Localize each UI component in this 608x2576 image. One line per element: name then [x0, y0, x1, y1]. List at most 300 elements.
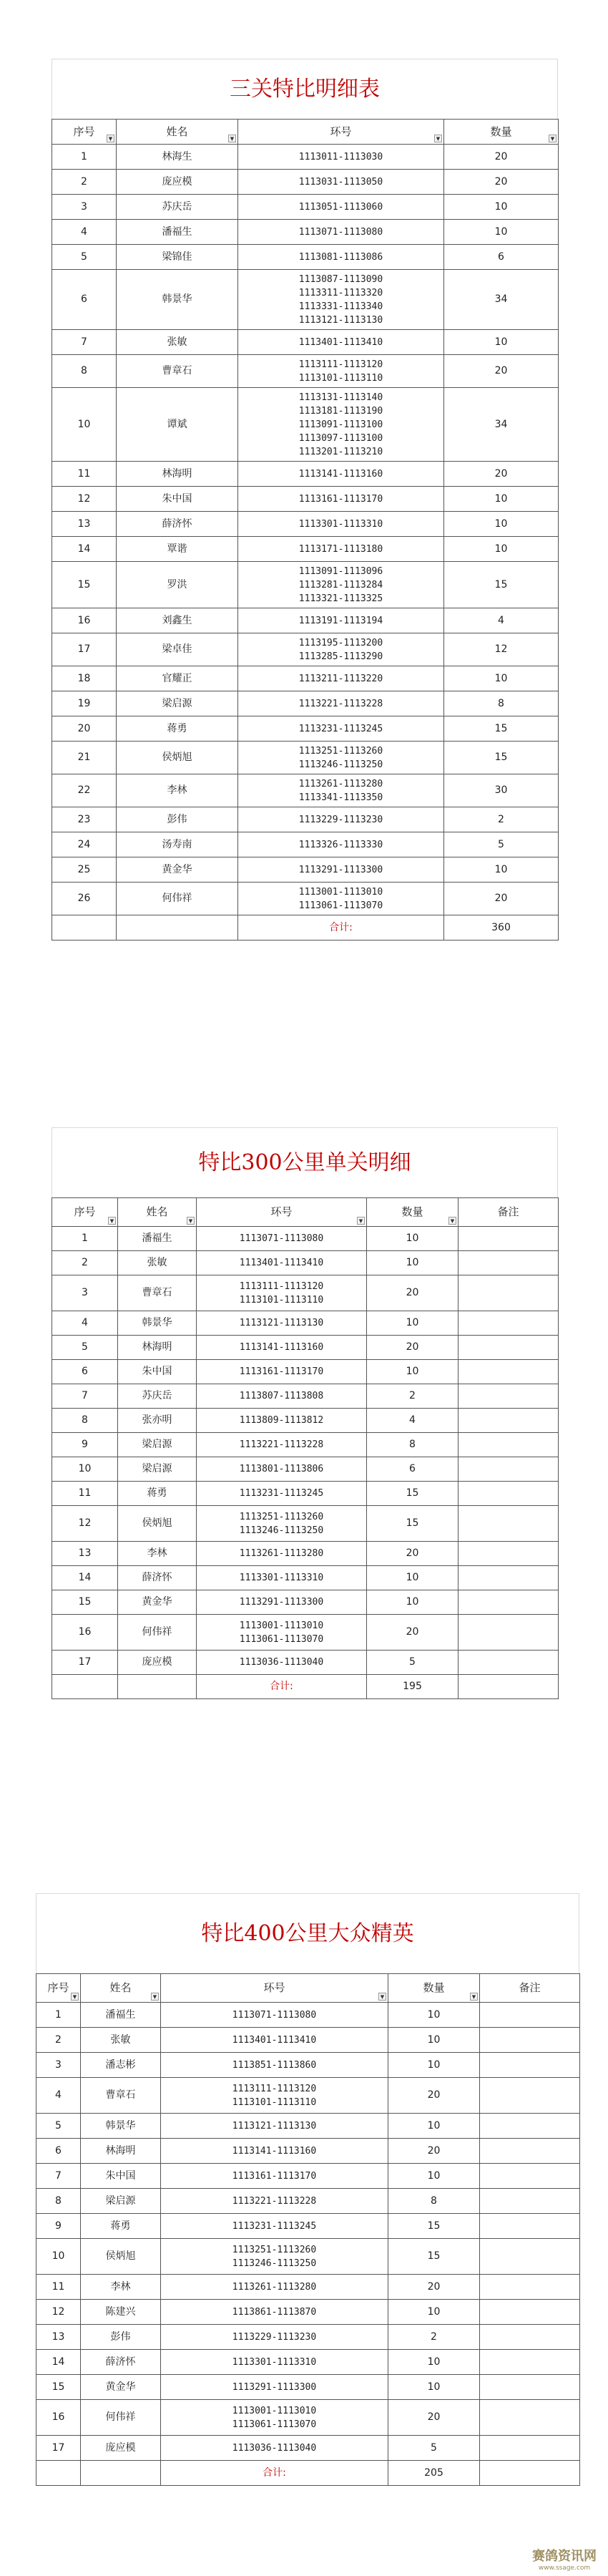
- cell-ring: [197, 1542, 367, 1566]
- cell-no: 2: [52, 170, 117, 195]
- cell-qty: 8: [388, 2189, 480, 2214]
- ring-range: 1113101-1113110: [298, 372, 383, 384]
- cell-name: 曹章石: [81, 2078, 161, 2114]
- cell-name: 庞应模: [117, 170, 238, 195]
- cell-name: 何伟祥: [118, 1615, 197, 1651]
- cell-name: 韩景华: [81, 2114, 161, 2139]
- cell-remark: [480, 2189, 580, 2214]
- table-row: [52, 608, 559, 633]
- cell-qty: 10: [444, 220, 559, 245]
- total-row: [52, 1675, 559, 1699]
- header-no[interactable]: 序号 ▼: [36, 1974, 81, 2003]
- ring-range: 1113061-1113070: [232, 2419, 317, 2430]
- cell-no: 15: [52, 1590, 118, 1615]
- cell-qty: 12: [444, 633, 559, 666]
- ring-range: 1113251-1113260: [298, 745, 383, 757]
- cell-ring: [161, 2436, 388, 2461]
- cell-ring: [197, 1590, 367, 1615]
- ring-range: 1113001-1113010: [239, 1620, 324, 1631]
- cell-no: 10: [36, 2239, 81, 2275]
- cell-qty: 10: [444, 512, 559, 537]
- table-row: [52, 1360, 559, 1384]
- cell-name: 曹章石: [118, 1275, 197, 1311]
- cell-no: 3: [36, 2053, 81, 2078]
- cell-no: 3: [52, 1275, 118, 1311]
- cell-name: 何伟祥: [81, 2400, 161, 2436]
- header-no[interactable]: 序号 ▼: [52, 1198, 118, 1227]
- cell-qty: 15: [388, 2239, 480, 2275]
- ring-range: 1113221-1113228: [232, 2195, 317, 2207]
- cell-qty: 8: [444, 691, 559, 716]
- cell-no: 14: [52, 1566, 118, 1590]
- table-row: [52, 666, 559, 691]
- cell-name: 朱中国: [117, 487, 238, 512]
- cell-no: 21: [52, 742, 117, 774]
- cell-no: 3: [52, 195, 117, 220]
- table-row: [52, 462, 559, 487]
- ring-range: 1113861-1113870: [232, 2306, 317, 2318]
- cell-qty: 10: [367, 1590, 459, 1615]
- table-row: [52, 1651, 559, 1675]
- total-row: [52, 915, 559, 941]
- ring-range: 1113031-1113050: [298, 176, 383, 188]
- table-row: [36, 2164, 580, 2189]
- cell-qty: 30: [444, 774, 559, 807]
- cell-qty: 20: [388, 2078, 480, 2114]
- sheet-title: 特比300公里单关明细: [52, 1127, 558, 1197]
- ring-range: 1113091-1113096: [298, 565, 383, 577]
- cell-name: 蒋勇: [81, 2214, 161, 2239]
- ring-range: 1113061-1113070: [239, 1633, 324, 1645]
- cell-name: 汤寿南: [117, 832, 238, 857]
- ring-range: 1113301-1113310: [232, 2356, 317, 2368]
- cell-remark: [480, 2139, 580, 2164]
- cell-qty: 5: [444, 832, 559, 857]
- table-row: [36, 2325, 580, 2350]
- table-row: [52, 883, 559, 915]
- header-name[interactable]: 姓名 ▼: [117, 120, 238, 145]
- cell-qty: 20: [444, 462, 559, 487]
- cell-ring: [197, 1360, 367, 1384]
- cell-no: 11: [36, 2275, 81, 2300]
- table-row: [36, 2189, 580, 2214]
- ring-range: 1113121-1113130: [232, 2120, 317, 2132]
- filter-dropdown-icon[interactable]: ▼: [228, 135, 236, 142]
- total-row: [36, 2461, 580, 2486]
- ring-range: 1113231-1113245: [239, 1488, 324, 1499]
- header-qty[interactable]: 数量 ▼: [444, 120, 559, 145]
- cell-remark: [459, 1482, 559, 1506]
- cell-no: 12: [36, 2300, 81, 2325]
- cell-name: 蒋勇: [118, 1482, 197, 1506]
- cell-name: 庞应模: [118, 1651, 197, 1675]
- cell-ring: [197, 1566, 367, 1590]
- cell-qty: 15: [367, 1482, 459, 1506]
- cell-qty: 8: [367, 1433, 459, 1457]
- cell-no: 7: [36, 2164, 81, 2189]
- cell-name: 彭伟: [117, 807, 238, 832]
- cell-ring: [161, 2164, 388, 2189]
- cell-ring: [161, 2325, 388, 2350]
- cell-ring: [238, 388, 444, 462]
- table-row: [36, 2028, 580, 2053]
- cell-remark: [480, 2164, 580, 2189]
- cell-remark: [480, 2028, 580, 2053]
- table-row: [36, 2436, 580, 2461]
- cell-name: 薛济怀: [117, 512, 238, 537]
- filter-dropdown-icon[interactable]: ▼: [71, 1993, 79, 2001]
- cell-ring: [238, 832, 444, 857]
- table-row: [52, 857, 559, 883]
- cell-name: 薛济怀: [81, 2350, 161, 2375]
- cell-qty: 20: [367, 1275, 459, 1311]
- cell-no: 8: [52, 355, 117, 388]
- ring-range: 1113011-1113030: [298, 151, 383, 162]
- cell-name: 何伟祥: [117, 883, 238, 915]
- cell-qty: 15: [444, 742, 559, 774]
- cell-name: 潘福生: [117, 220, 238, 245]
- table-row: [52, 355, 559, 388]
- ring-range: 1113221-1113228: [239, 1439, 324, 1450]
- cell-name: 侯炳旭: [118, 1506, 197, 1542]
- cell-no: 8: [36, 2189, 81, 2214]
- cell-ring: [197, 1251, 367, 1275]
- cell-ring: [238, 245, 444, 270]
- cell-qty: 20: [388, 2139, 480, 2164]
- ring-range: 1113001-1113010: [232, 2405, 317, 2416]
- cell-qty: 10: [388, 2350, 480, 2375]
- cell-qty: 10: [388, 2053, 480, 2078]
- cell-no: 15: [36, 2375, 81, 2400]
- cell-remark: [459, 1506, 559, 1542]
- sheet-three-stage: [52, 59, 559, 941]
- filter-dropdown-icon[interactable]: ▼: [151, 1993, 159, 2001]
- cell-name: 林海明: [81, 2139, 161, 2164]
- cell-ring: [238, 537, 444, 562]
- cell-no: 7: [52, 330, 117, 355]
- total-label: 合计:: [161, 2461, 388, 2486]
- filter-dropdown-icon[interactable]: ▼: [470, 1993, 478, 2001]
- cell-qty: 10: [388, 2114, 480, 2139]
- cell-no: 26: [52, 883, 117, 915]
- cell-ring: [161, 2139, 388, 2164]
- header-no[interactable]: 序号 ▼: [52, 120, 117, 145]
- ring-range: 1113246-1113250: [239, 1525, 324, 1536]
- cell-ring: [238, 195, 444, 220]
- cell-remark: [459, 1675, 559, 1699]
- header-ring[interactable]: 环号 ▼: [161, 1974, 388, 2003]
- table-row: [52, 1275, 559, 1311]
- cell-name: 刘鑫生: [117, 608, 238, 633]
- cell-name: 苏庆岳: [117, 195, 238, 220]
- cell-name: 黄金华: [81, 2375, 161, 2400]
- cell-remark: [459, 1384, 559, 1409]
- ring-range: 1113195-1113200: [298, 637, 383, 648]
- cell-name: 李林: [118, 1542, 197, 1566]
- cell-no: 17: [52, 633, 117, 666]
- header-qty[interactable]: 数量 ▼: [388, 1974, 480, 2003]
- cell-ring: [238, 145, 444, 170]
- cell-remark: [459, 1360, 559, 1384]
- ring-range: 1113111-1113120: [232, 2083, 317, 2094]
- cell-remark: [459, 1542, 559, 1566]
- cell-name: 李林: [81, 2275, 161, 2300]
- cell-ring: [238, 220, 444, 245]
- table-row: [52, 807, 559, 832]
- cell-remark: [480, 2350, 580, 2375]
- cell-qty: 15: [388, 2214, 480, 2239]
- total-qty: 360: [444, 915, 559, 941]
- table-row: [52, 1506, 559, 1542]
- ring-range: 1113087-1113090: [298, 273, 383, 285]
- cell-name: 李林: [117, 774, 238, 807]
- cell-name: 官耀正: [117, 666, 238, 691]
- ring-range: 1113161-1113170: [239, 1366, 324, 1377]
- cell-qty: 20: [367, 1542, 459, 1566]
- cell-no: 20: [52, 716, 117, 742]
- cell-remark: [459, 1590, 559, 1615]
- cell-qty: 6: [444, 245, 559, 270]
- cell-qty: 10: [367, 1311, 459, 1336]
- ring-range: 1113101-1113110: [232, 2096, 317, 2108]
- ring-range: 1113291-1113300: [298, 864, 383, 875]
- cell-no: 25: [52, 857, 117, 883]
- cell-ring: [238, 807, 444, 832]
- cell-name: 张敏: [81, 2028, 161, 2053]
- cell-name: 谭斌: [117, 388, 238, 462]
- cell-no: 4: [36, 2078, 81, 2114]
- table-row: [36, 2275, 580, 2300]
- cell-name: 蒋勇: [117, 716, 238, 742]
- cell-no: 12: [52, 1506, 118, 1542]
- ring-range: 1113091-1113100: [298, 419, 383, 430]
- cell-name: 梁启源: [118, 1433, 197, 1457]
- table-row: [36, 2114, 580, 2139]
- table-row: [52, 1615, 559, 1651]
- ring-range: 1113161-1113170: [232, 2170, 317, 2182]
- filter-dropdown-icon[interactable]: ▼: [187, 1217, 195, 1225]
- table-row: [52, 1590, 559, 1615]
- cell-qty: 10: [444, 195, 559, 220]
- cell-ring: [197, 1482, 367, 1506]
- cell-no: 13: [36, 2325, 81, 2350]
- cell-ring: [238, 170, 444, 195]
- cell-ring: [238, 716, 444, 742]
- ring-range: 1113121-1113130: [239, 1318, 324, 1328]
- ring-range: 1113261-1113280: [239, 1548, 324, 1559]
- cell-ring: [238, 487, 444, 512]
- ring-range: 1113246-1113250: [298, 759, 383, 770]
- ring-range: 1113231-1113245: [298, 723, 383, 734]
- header-name[interactable]: 姓名 ▼: [118, 1198, 197, 1227]
- cell-qty: 4: [444, 608, 559, 633]
- cell-qty: 5: [388, 2436, 480, 2461]
- cell-ring: [238, 608, 444, 633]
- cell-no: 19: [52, 691, 117, 716]
- ring-range: 1113071-1113080: [298, 226, 383, 238]
- cell-ring: [197, 1409, 367, 1433]
- cell-remark: [480, 2275, 580, 2300]
- table-row: [36, 2078, 580, 2114]
- cell-no: 10: [52, 388, 117, 462]
- sheet-400km-elite: [36, 1893, 580, 2486]
- cell-name: 梁启源: [117, 691, 238, 716]
- table-row: [52, 1482, 559, 1506]
- filter-dropdown-icon[interactable]: ▼: [357, 1217, 365, 1225]
- table-row: [36, 2239, 580, 2275]
- table-row: [52, 245, 559, 270]
- header-ring[interactable]: 环号 ▼: [197, 1198, 367, 1227]
- ring-range: 1113101-1113110: [239, 1294, 324, 1306]
- table-row: [52, 1336, 559, 1360]
- cell-no: 4: [52, 1311, 118, 1336]
- cell-name: 林海生: [117, 145, 238, 170]
- cell-ring: [161, 2114, 388, 2139]
- cell-ring: [197, 1433, 367, 1457]
- cell-ring: [161, 2003, 388, 2028]
- cell-empty: [118, 1675, 197, 1699]
- cell-qty: 20: [444, 355, 559, 388]
- cell-ring: [161, 2053, 388, 2078]
- cell-no: 2: [36, 2028, 81, 2053]
- cell-no: 5: [52, 245, 117, 270]
- table-row: [52, 145, 559, 170]
- ring-range: 1113809-1113812: [239, 1415, 324, 1426]
- table-row: [36, 2375, 580, 2400]
- cell-name: 黄金华: [118, 1590, 197, 1615]
- cell-ring: [197, 1275, 367, 1311]
- cell-ring: [197, 1615, 367, 1651]
- cell-empty: [36, 2461, 81, 2486]
- cell-name: 梁卓佳: [117, 633, 238, 666]
- cell-ring: [238, 742, 444, 774]
- cell-no: 17: [52, 1651, 118, 1675]
- ring-range: 1113111-1113120: [239, 1280, 324, 1292]
- cell-ring: [238, 462, 444, 487]
- ring-range: 1113229-1113230: [298, 814, 383, 825]
- total-qty: 205: [388, 2461, 480, 2486]
- cell-no: 12: [52, 487, 117, 512]
- filter-dropdown-icon[interactable]: ▼: [107, 135, 114, 142]
- sheet-title: 三关特比明细表: [52, 59, 558, 119]
- cell-no: 5: [52, 1336, 118, 1360]
- detail-table: [52, 1197, 559, 1699]
- cell-qty: 34: [444, 270, 559, 330]
- sheet-title: 特比400公里大众精英: [36, 1893, 579, 1973]
- cell-name: 侯炳旭: [81, 2239, 161, 2275]
- cell-no: 22: [52, 774, 117, 807]
- filter-dropdown-icon[interactable]: ▼: [108, 1217, 116, 1225]
- filter-dropdown-icon[interactable]: ▼: [448, 1217, 456, 1225]
- cell-ring: [238, 691, 444, 716]
- cell-name: 朱中国: [81, 2164, 161, 2189]
- table-row: [52, 170, 559, 195]
- cell-ring: [161, 2078, 388, 2114]
- cell-ring: [161, 2300, 388, 2325]
- cell-ring: [197, 1651, 367, 1675]
- cell-no: 23: [52, 807, 117, 832]
- table-row: [36, 2053, 580, 2078]
- cell-no: 15: [52, 562, 117, 608]
- cell-name: 庞应模: [81, 2436, 161, 2461]
- cell-qty: 20: [367, 1615, 459, 1651]
- cell-empty: [81, 2461, 161, 2486]
- cell-remark: [459, 1457, 559, 1482]
- cell-qty: 20: [367, 1336, 459, 1360]
- ring-range: 1113281-1113284: [298, 579, 383, 590]
- header-qty[interactable]: 数量 ▼: [367, 1198, 459, 1227]
- cell-qty: 34: [444, 388, 559, 462]
- filter-dropdown-icon[interactable]: ▼: [549, 135, 556, 142]
- cell-remark: [480, 2325, 580, 2350]
- cell-remark: [459, 1336, 559, 1360]
- watermark-logo: 赛鸽资讯网 www.ssage.com: [532, 2549, 597, 2572]
- cell-remark: [459, 1227, 559, 1251]
- cell-empty: [117, 915, 238, 941]
- filter-dropdown-icon[interactable]: ▼: [434, 135, 442, 142]
- cell-remark: [459, 1566, 559, 1590]
- detail-table: [36, 1973, 580, 2486]
- ring-range: 1113326-1113330: [298, 839, 383, 850]
- cell-name: 陈建兴: [81, 2300, 161, 2325]
- cell-qty: 2: [367, 1384, 459, 1409]
- table-row: [52, 1227, 559, 1251]
- cell-name: 梁启源: [118, 1457, 197, 1482]
- cell-no: 13: [52, 1542, 118, 1566]
- cell-remark: [480, 2436, 580, 2461]
- header-name[interactable]: 姓名 ▼: [81, 1974, 161, 2003]
- cell-name: 覃谐: [117, 537, 238, 562]
- cell-qty: 6: [367, 1457, 459, 1482]
- ring-range: 1113331-1113340: [298, 301, 383, 312]
- ring-range: 1113071-1113080: [239, 1233, 324, 1244]
- table-row: [52, 774, 559, 807]
- header-remark: 备注: [459, 1198, 559, 1227]
- cell-name: 林海明: [118, 1336, 197, 1360]
- cell-qty: 4: [367, 1409, 459, 1433]
- ring-range: 1113285-1113290: [298, 651, 383, 662]
- ring-range: 1113141-1113160: [298, 468, 383, 480]
- cell-qty: 10: [367, 1227, 459, 1251]
- ring-range: 1113036-1113040: [239, 1657, 324, 1668]
- ring-range: 1113121-1113130: [298, 314, 383, 326]
- cell-remark: [480, 2375, 580, 2400]
- total-qty: 195: [367, 1675, 459, 1699]
- cell-empty: [52, 915, 117, 941]
- cell-qty: 10: [367, 1360, 459, 1384]
- cell-name: 张敏: [117, 330, 238, 355]
- cell-qty: 20: [444, 883, 559, 915]
- ring-range: 1113291-1113300: [239, 1597, 324, 1608]
- ring-range: 1113051-1113060: [298, 201, 383, 213]
- cell-remark: [459, 1615, 559, 1651]
- header-ring[interactable]: 环号 ▼: [238, 120, 444, 145]
- ring-range: 1113311-1113320: [298, 287, 383, 298]
- ring-range: 1113401-1113410: [298, 336, 383, 348]
- ring-range: 1113261-1113280: [298, 778, 383, 789]
- cell-remark: [480, 2053, 580, 2078]
- cell-qty: 15: [367, 1506, 459, 1542]
- cell-no: 10: [52, 1457, 118, 1482]
- cell-no: 6: [52, 270, 117, 330]
- table-row: [52, 562, 559, 608]
- cell-remark: [480, 2400, 580, 2436]
- table-row: [52, 1251, 559, 1275]
- table-row: [36, 2350, 580, 2375]
- total-label: 合计:: [197, 1675, 367, 1699]
- sheet-300km-single: [52, 1127, 559, 1699]
- filter-dropdown-icon[interactable]: ▼: [378, 1993, 386, 2001]
